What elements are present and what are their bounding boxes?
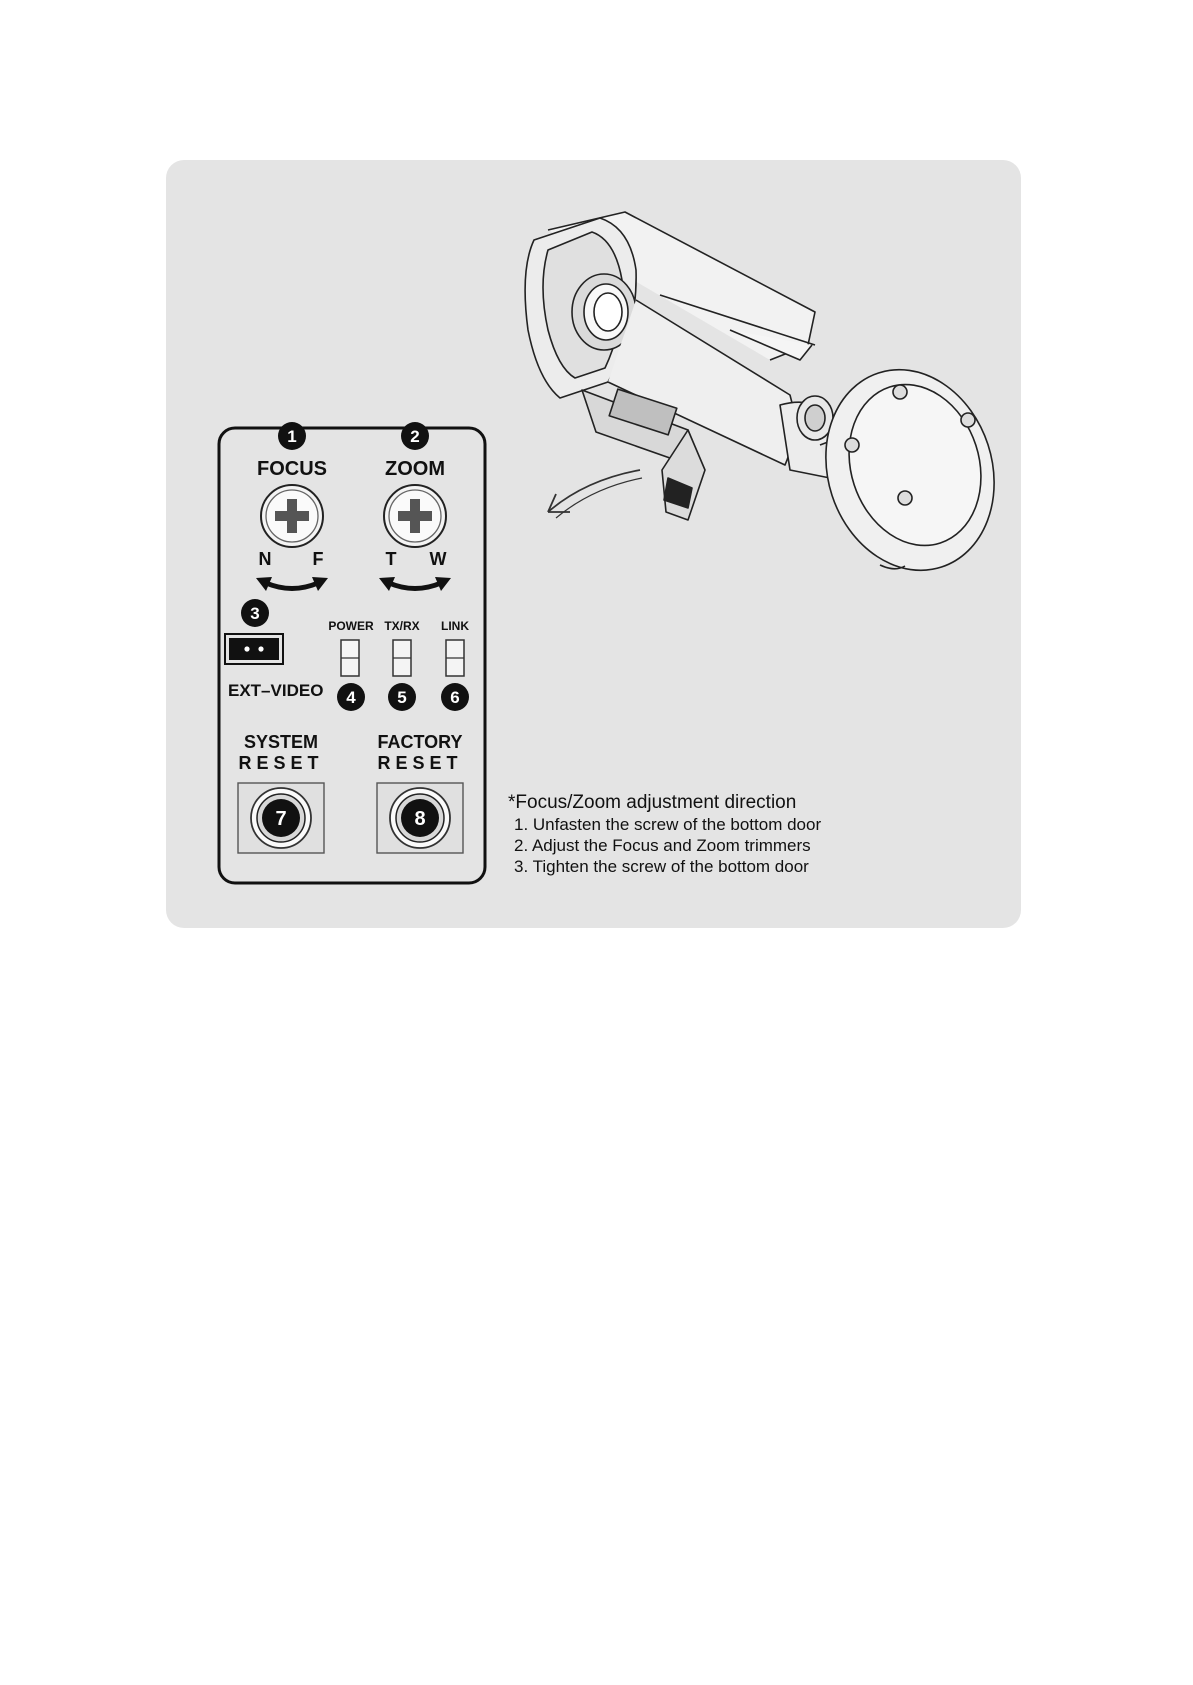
led-power-number: 4 <box>346 688 356 707</box>
factory-reset-line2: RESET <box>377 753 463 773</box>
ext-video-connector[interactable] <box>225 634 283 664</box>
focus-trimmer[interactable] <box>261 485 323 547</box>
control-panel <box>219 422 485 883</box>
led-link-label: LINK <box>441 619 469 633</box>
note-step-3: 3. Tighten the screw of the bottom door <box>514 857 809 876</box>
system-reset-number: 7 <box>275 808 287 830</box>
factory-reset-group <box>377 732 463 853</box>
factory-reset-button[interactable] <box>377 783 463 853</box>
factory-reset-line1: FACTORY <box>377 732 463 752</box>
zoom-trimmer[interactable] <box>384 485 446 547</box>
focus-number: 1 <box>287 427 297 446</box>
system-reset-line1: SYSTEM <box>243 732 319 752</box>
system-reset-line2: RESET <box>238 753 324 773</box>
camera-illustration <box>525 212 1019 592</box>
zoom-tele-label: T <box>385 549 397 569</box>
ext-video-label: EXT–VIDEO <box>228 681 324 700</box>
led-txrx-label: TX/RX <box>384 619 420 633</box>
led-power-label: POWER <box>328 619 374 633</box>
focus-label: FOCUS <box>257 458 327 480</box>
note-title: *Focus/Zoom adjustment direction <box>508 792 797 813</box>
focus-far-label: F <box>312 549 324 569</box>
note-step-1: 1. Unfasten the screw of the bottom door <box>514 815 822 834</box>
system-reset-button[interactable] <box>238 783 324 853</box>
focus-near-label: N <box>258 549 272 569</box>
zoom-label: ZOOM <box>385 458 445 480</box>
ext-video-number: 3 <box>250 604 260 623</box>
system-reset-group <box>238 732 324 853</box>
zoom-wide-label: W <box>429 549 447 569</box>
note-step-2: 2. Adjust the Focus and Zoom trimmers <box>514 836 811 855</box>
led-link-number: 6 <box>450 688 460 707</box>
adjustment-note <box>508 792 1008 877</box>
factory-reset-number: 8 <box>414 808 426 830</box>
zoom-number: 2 <box>410 427 420 446</box>
led-txrx-number: 5 <box>397 688 407 707</box>
